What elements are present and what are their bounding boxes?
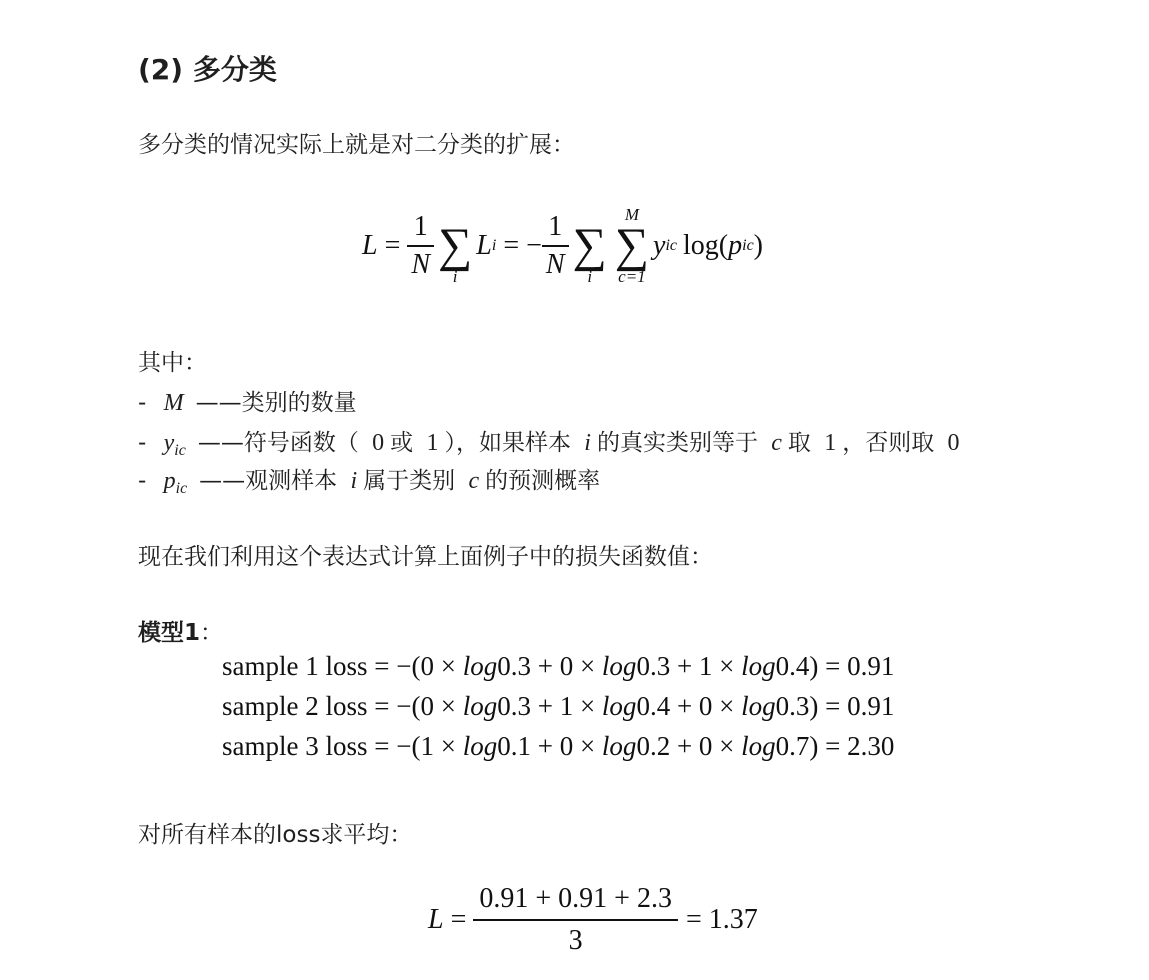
symbol-y: y [163,430,175,456]
sample-loss-line [222,726,894,766]
loss-term-subscript: i [491,237,497,254]
true-label-value: 1 [698,651,713,681]
probability-value: 0.7 [775,731,810,761]
symbol-m: M [163,390,184,416]
times-sign: × [712,731,742,761]
definition-pic [138,462,600,498]
p-term: p [728,230,743,261]
value-zero-2: 0 [947,430,960,456]
sum-index-2: i [587,267,593,286]
log-function: log( [683,230,729,261]
sum-over-i [438,206,472,286]
equals-sign: = [450,904,467,935]
symbol-i: i [350,468,358,494]
times-sign: × [433,731,463,761]
true-label-value: 0 [420,691,434,721]
loss-term: L [476,230,492,261]
true-label-value: 1 [559,691,574,721]
times-sign: × [433,651,463,681]
sample-result: 0.91 [847,651,895,681]
equals-open: = −( [367,651,421,681]
bullet: - [138,390,147,416]
definition-text-2: ），如果样本 [444,430,571,456]
symbol-p-subscript: ic [175,480,188,497]
formula-result: = 1.37 [685,904,758,935]
symbol-p: p [163,468,176,494]
definition-m [138,384,357,417]
definition-text: ——符号函数（ [197,430,359,456]
definition-text-3: 的预测概率 [485,468,601,494]
fraction-1-over-n [407,211,434,281]
value-one-2: 1 [824,430,837,456]
sum-symbol-3: ∑ [614,219,650,272]
value-one: 1 [426,430,439,456]
plus-sign: + [670,691,699,721]
sum-over-i-2 [573,206,607,286]
minus-sign: − [526,230,542,261]
fraction-1-over-n-2 [542,211,569,281]
log-text: log [601,691,637,721]
average-intro-text: 对所有样本的loss求平均： [138,822,413,848]
probability-value: 0.3 [775,691,810,721]
cross-entropy-formula [362,200,763,292]
plus-sign: + [530,651,560,681]
formula-lhs: L [428,904,444,935]
fraction-denominator: 3 [568,925,583,956]
symbol-y-subscript: ic [174,442,186,459]
intro-text: 多分类的情况实际上就是对二分类的扩展： [138,132,575,158]
true-label-value: 0 [559,731,574,761]
average-fraction [473,883,678,957]
section-heading: (2) 多分类 [138,53,277,86]
definition-text-5: ，否则取 [842,430,935,456]
formula-lhs: L [362,230,378,261]
model-label [138,614,223,647]
model-name: 模型1 [138,620,201,646]
value-zero: 0 [372,430,385,456]
equals-open: = −( [367,731,421,761]
probability-value: 0.3 [497,651,531,681]
log-text: log [601,651,637,681]
definition-yic [138,424,960,460]
sample-label: sample 2 loss [222,691,368,721]
true-label-value: 0 [420,651,434,681]
true-label-value: 0 [698,691,713,721]
sum-over-c [615,206,649,286]
or-text: 或 [390,430,414,456]
sum-symbol: ∑ [438,219,473,272]
sample-loss-line [222,686,894,726]
probability-value: 0.3 [636,651,671,681]
times-sign: × [712,651,742,681]
close-equals: ) = [809,651,848,681]
y-subscript: ic [665,237,678,254]
probability-value: 0.2 [636,731,671,761]
compute-intro-text: 现在我们利用这个表达式计算上面例子中的损失函数值： [138,544,713,570]
true-label-value: 1 [420,731,434,761]
log-text: log [741,731,776,761]
average-loss-formula [428,882,758,958]
sum-symbol-2: ∑ [572,219,607,272]
sample-loss-line [222,646,894,686]
fraction-numerator: 1 [413,211,428,242]
where-label: 其中： [138,350,207,376]
times-sign: × [573,691,602,721]
model-colon: ： [200,620,224,646]
definition-text-3: 的真实类别等于 [596,430,758,456]
times-sign: × [712,691,742,721]
log-text: log [462,731,498,761]
times-sign: × [573,731,602,761]
close-equals: ) = [809,731,848,761]
probability-value: 0.3 [497,691,531,721]
close-equals: ) = [809,691,848,721]
definition-text: ——类别的数量 [195,390,357,416]
log-text: log [601,731,637,761]
fraction-numerator: 0.91 + 0.91 + 2.3 [479,883,672,914]
bullet: - [138,468,147,494]
y-term: y [653,230,666,261]
symbol-c: c [468,468,480,494]
bullet: - [138,430,147,456]
definition-text-2: 属于类别 [363,468,456,494]
sample-label: sample 1 loss [222,651,368,681]
sample-result: 2.30 [847,731,895,761]
true-label-value: 0 [698,731,713,761]
log-text: log [741,651,776,681]
sum-index: i [452,267,458,286]
probability-value: 0.4 [636,691,671,721]
log-text: log [462,651,498,681]
fraction-numerator-2: 1 [548,211,563,242]
close-paren: ) [753,230,763,261]
log-text: log [741,691,776,721]
plus-sign: + [530,691,560,721]
plus-sign: + [530,731,560,761]
definition-text-4: 取 [787,430,811,456]
sum-lower-limit: c=1 [618,267,646,286]
sum-upper-limit: M [624,205,639,224]
true-label-value: 0 [559,651,574,681]
equals-sign: = [384,230,401,261]
equals-sign-2: = [503,230,520,261]
fraction-denominator-2: N [545,249,565,280]
sample-result: 0.91 [847,691,895,721]
equals-open: = −( [367,691,421,721]
times-sign: × [573,651,602,681]
definition-text: ——观测样本 [199,468,338,494]
times-sign: × [433,691,463,721]
probability-value: 0.1 [497,731,531,761]
fraction-denominator: N [411,249,431,280]
log-text: log [462,691,498,721]
plus-sign: + [670,731,699,761]
sample-losses [222,646,894,766]
probability-value: 0.4 [775,651,810,681]
symbol-i: i [584,430,591,456]
symbol-c: c [771,430,782,456]
plus-sign: + [670,651,699,681]
sample-label: sample 3 loss [222,731,368,761]
p-subscript: ic [742,237,754,254]
